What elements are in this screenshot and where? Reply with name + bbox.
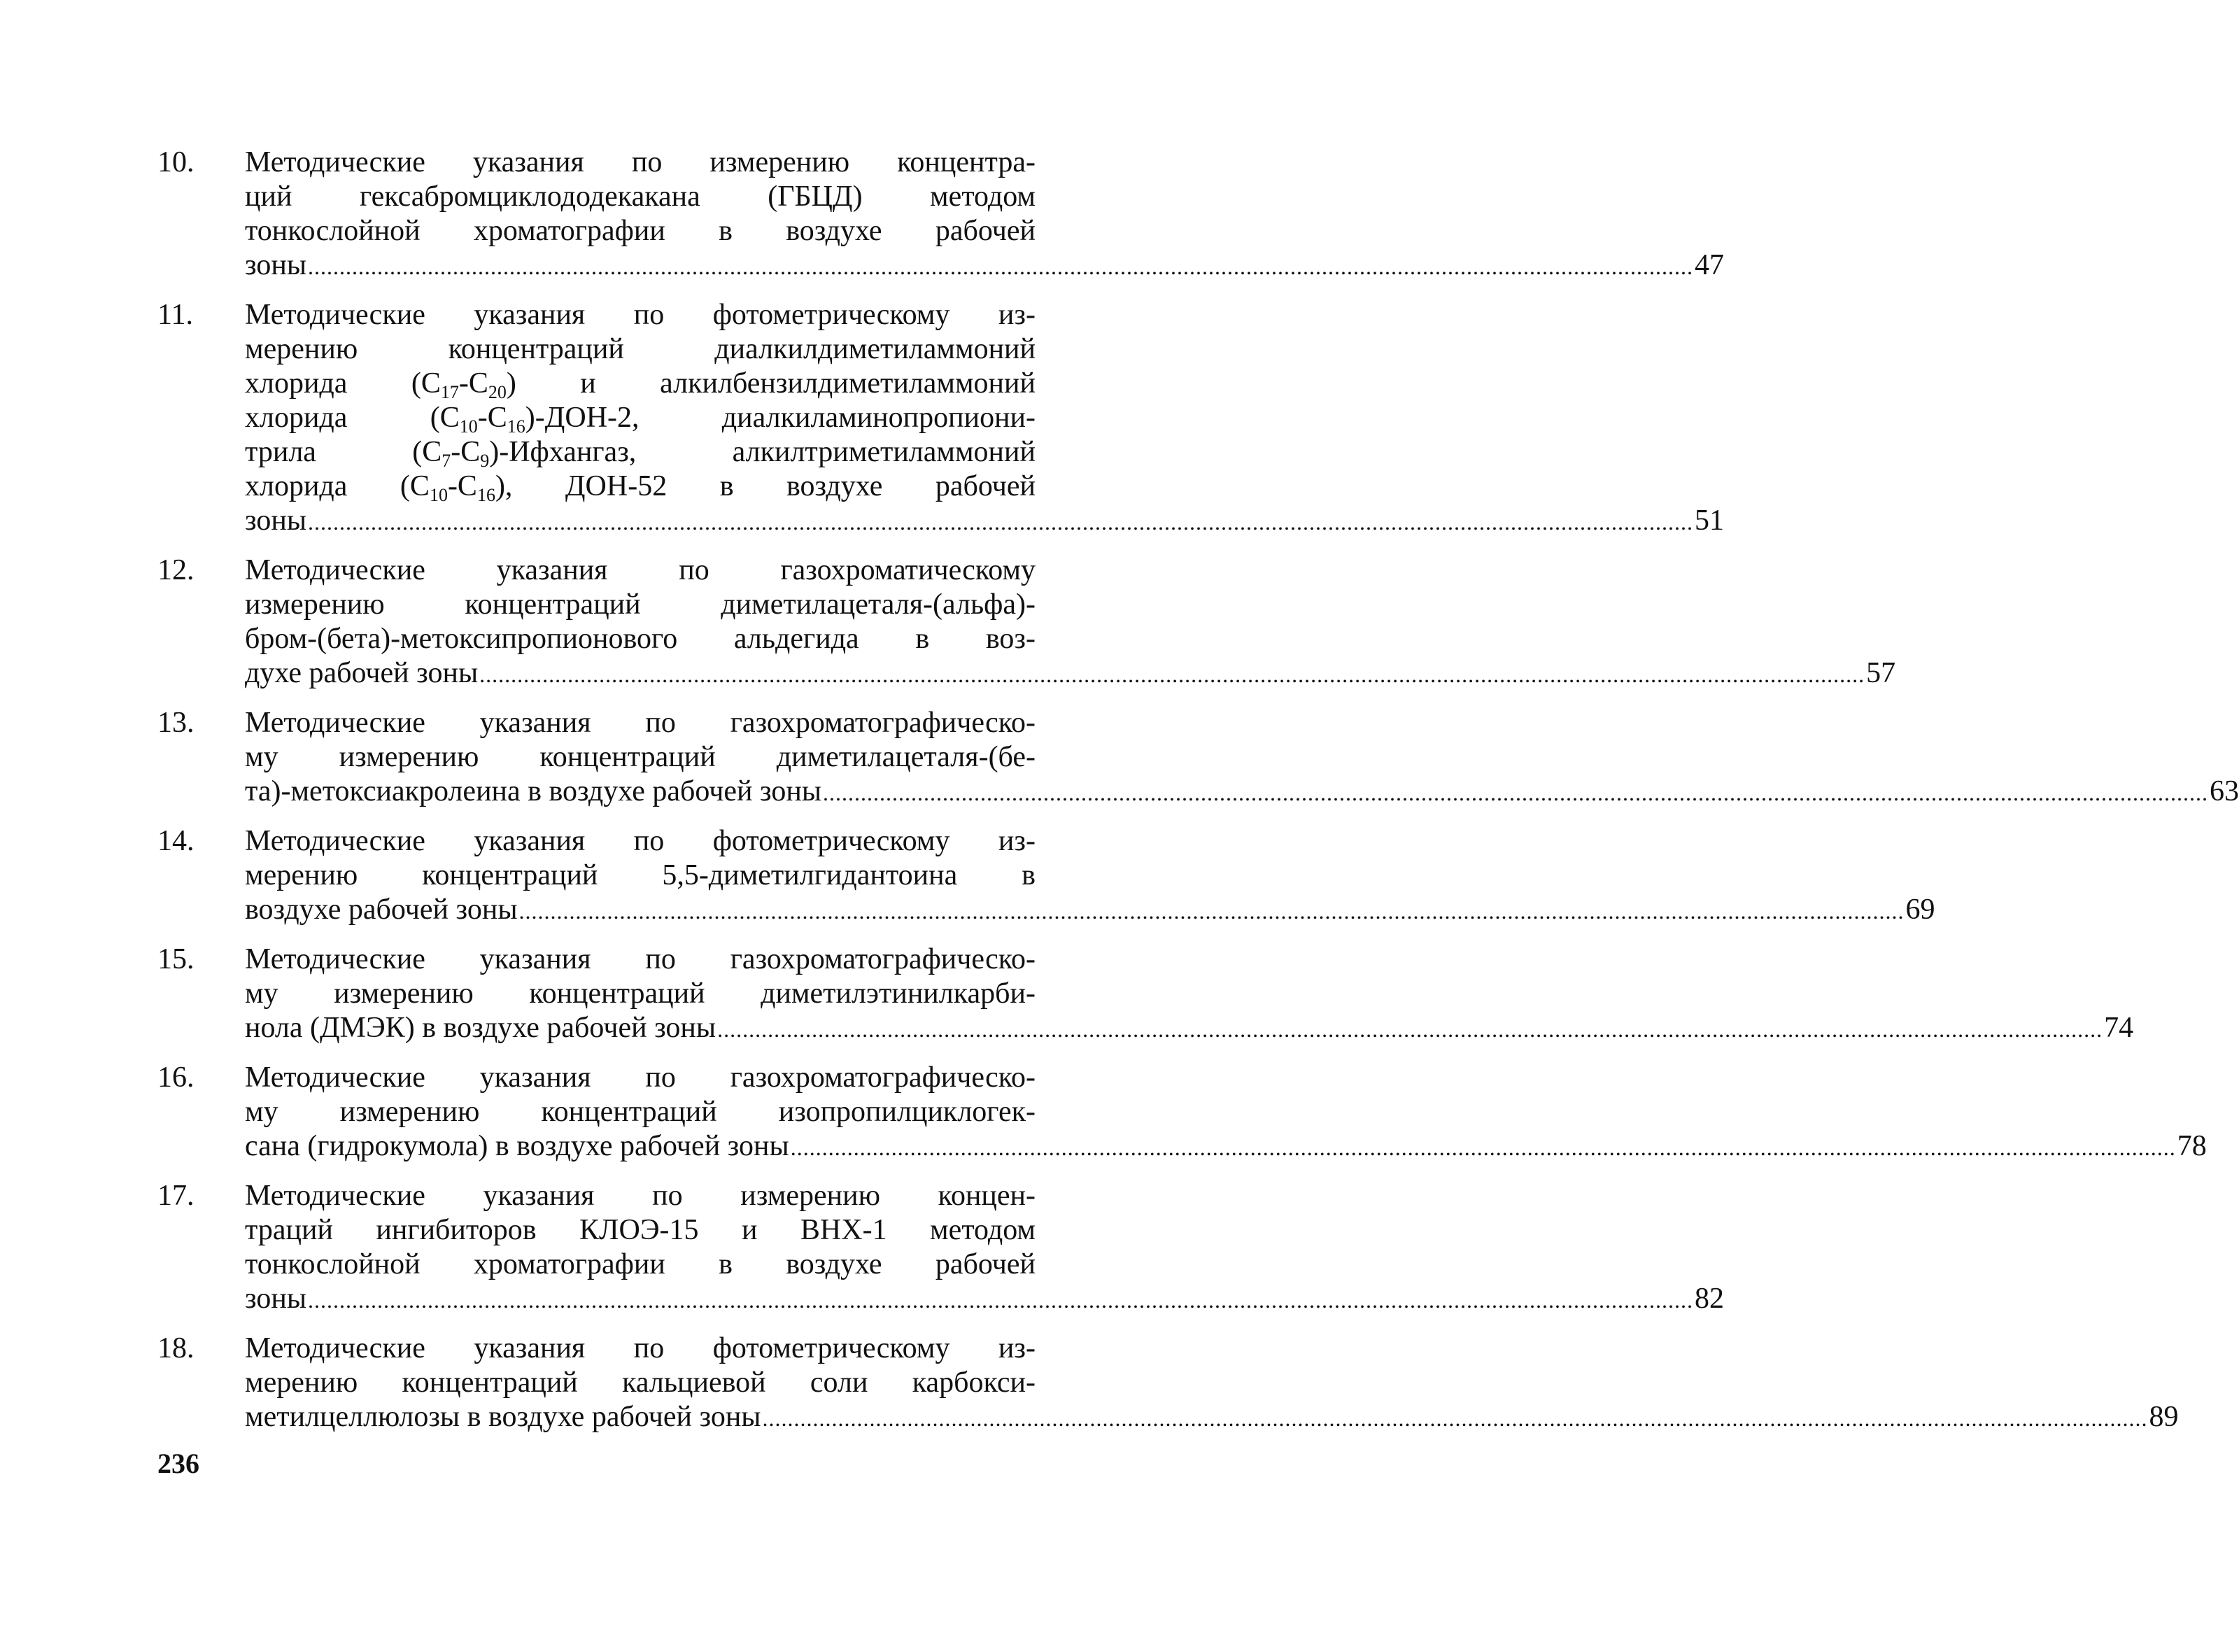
toc-entry-number: 18. xyxy=(157,1332,195,1364)
toc-entry-last-line xyxy=(245,1282,1725,1318)
toc-entry-title-line: тонкослойной хроматографии в воздухе рабочей xyxy=(245,215,1036,247)
toc-entry-number: 10. xyxy=(157,146,195,178)
toc-entry-last-line xyxy=(245,248,1725,284)
toc-entry-page: 78 xyxy=(2177,1130,2207,1162)
toc-entry-title-end: та)-метоксиакролеина в воздухе рабочей зоны xyxy=(245,775,822,807)
toc-entry-number: 11. xyxy=(157,299,193,331)
toc-entry-title-line: Методические указания по газохроматическому xyxy=(245,554,1036,586)
toc-entry xyxy=(157,1061,2207,1165)
toc-entry-last-line xyxy=(245,893,1935,929)
dot-leader: ............................................................................................................................................................................................................................ xyxy=(823,780,2209,805)
toc-entry-page: 82 xyxy=(1695,1283,1725,1315)
dot-leader: ............................................................................................................................................................................................................................ xyxy=(308,509,1694,535)
toc-entry-title-line: Методические указания по измерению концентра- xyxy=(245,146,1036,178)
dot-leader: ............................................................................................................................................................................................................................ xyxy=(479,662,1865,687)
toc-entry-number: 12. xyxy=(157,554,195,586)
toc-entry-last-line xyxy=(245,1011,2134,1047)
toc-entry-title-end: метилцеллюлозы в воздухе рабочей зоны xyxy=(245,1401,761,1433)
toc-entry-page: 47 xyxy=(1695,249,1725,281)
dot-leader: ............................................................................................................................................................................................................................ xyxy=(762,1406,2148,1431)
toc-entry-page: 63 xyxy=(2210,775,2239,807)
toc-entry xyxy=(157,943,2134,1047)
toc-entry-last-line xyxy=(245,504,1725,539)
page-number: 236 xyxy=(157,1448,199,1479)
toc-entry xyxy=(157,1332,2179,1436)
toc-entry-title-line: трила $(C_7-C_9)$-Ифхангаз, алкилтриметиламмоний xyxy=(245,436,1036,471)
toc-entry-page: 89 xyxy=(2149,1401,2179,1433)
toc-entry-last-line xyxy=(245,656,1896,692)
toc-entry-title-line: Методические указания по фотометрическому из- xyxy=(245,1332,1036,1364)
toc-entry-number: 16. xyxy=(157,1061,195,1094)
toc-entry-number: 17. xyxy=(157,1180,195,1212)
toc-entry-page: 57 xyxy=(1866,657,1896,689)
toc-entry xyxy=(157,146,1725,284)
toc-entry-title-end: сана (гидрокумола) в воздухе рабочей зоны xyxy=(245,1130,789,1162)
toc-entry-title-line: мерению концентраций 5,5-диметилгидантоина в xyxy=(245,859,1036,891)
dot-leader: ............................................................................................................................................................................................................................ xyxy=(308,1287,1694,1313)
toc-entry-title-end: воздухе рабочей зоны xyxy=(245,894,518,926)
toc-entry-title-line: мерению концентраций кальциевой соли карбокси- xyxy=(245,1367,1036,1399)
dot-leader: ............................................................................................................................................................................................................................ xyxy=(717,1017,2103,1042)
toc-entry-title-line: тонкослойной хроматографии в воздухе рабочей xyxy=(245,1248,1036,1280)
dot-leader: ............................................................................................................................................................................................................................ xyxy=(308,254,1694,279)
toc-entry-title-line: му измерению концентраций изопропилциклогек- xyxy=(245,1096,1036,1128)
toc-entry-title-end: нола (ДМЭК) в воздухе рабочей зоны xyxy=(245,1012,716,1044)
toc-entry-title-line: ций гексабромциклододекакана (ГБЦД) методом xyxy=(245,181,1036,213)
toc-entry-last-line xyxy=(245,1400,2179,1436)
toc-entry-title-line: хлорида $(C_{10}-C_{16})$, ДОН-52 в воздухе рабочей xyxy=(245,470,1036,505)
toc-entry-title-end: зоны xyxy=(245,504,307,537)
toc-entry xyxy=(157,824,1935,929)
toc-entry-title-line: Методические указания по газохроматографическо- xyxy=(245,943,1036,975)
toc-entry-page: 74 xyxy=(2104,1012,2134,1044)
toc-entry-title-line: Методические указания по газохроматографическо- xyxy=(245,707,1036,739)
toc-entry-title-end: духе рабочей зоны xyxy=(245,657,479,689)
toc-entry-title-line: траций ингибиторов КЛОЭ-15 и ВНХ-1 методом xyxy=(245,1214,1036,1246)
toc-entry-last-line xyxy=(245,1129,2207,1165)
toc-entry-title-end: зоны xyxy=(245,1283,307,1315)
toc-entry-title-line: измерению концентраций диметилацеталя-(альфа)- xyxy=(245,588,1036,621)
toc-entry-page: 69 xyxy=(1905,894,1935,926)
toc-entry xyxy=(157,706,2239,810)
toc-entry-number: 14. xyxy=(157,825,195,857)
dot-leader: ............................................................................................................................................................................................................................ xyxy=(518,898,1905,924)
toc-entry-title-line: му измерению концентраций диметилацеталя-(бе- xyxy=(245,741,1036,773)
table-of-contents xyxy=(157,146,2239,1450)
toc-entry-title-line: Методические указания по измерению концен- xyxy=(245,1180,1036,1212)
toc-entry xyxy=(157,1179,1725,1318)
toc-entry-number: 15. xyxy=(157,943,195,975)
toc-entry-title-line: хлорида $(C_{17}-C_{20})$ и алкилбензилдиметиламмоний xyxy=(245,367,1036,402)
toc-entry-title-line: хлорида $(C_{10}-C_{16})-ДОН-2$, диалкиламинопропиони- xyxy=(245,402,1036,437)
toc-entry xyxy=(157,553,1896,692)
dot-leader: ............................................................................................................................................................................................................................ xyxy=(790,1135,2176,1160)
toc-entry-title-line: Методические указания по фотометрическому из- xyxy=(245,299,1036,331)
toc-entry-page: 51 xyxy=(1695,504,1725,537)
toc-entry-title-line: мерению концентраций диалкилдиметиламмоний xyxy=(245,333,1036,365)
toc-entry-title-end: зоны xyxy=(245,249,307,281)
toc-entry-title-line: Методические указания по газохроматографическо- xyxy=(245,1061,1036,1094)
toc-entry-title-line: Методические указания по фотометрическому из- xyxy=(245,825,1036,857)
toc-entry-title-line: бром-(бета)-метоксипропионового альдегида в воз- xyxy=(245,623,1036,655)
toc-entry xyxy=(157,298,1725,539)
toc-entry-last-line xyxy=(245,775,2239,810)
toc-entry-title-line: му измерению концентраций диметилэтинилкарби- xyxy=(245,977,1036,1010)
toc-entry-number: 13. xyxy=(157,707,195,739)
